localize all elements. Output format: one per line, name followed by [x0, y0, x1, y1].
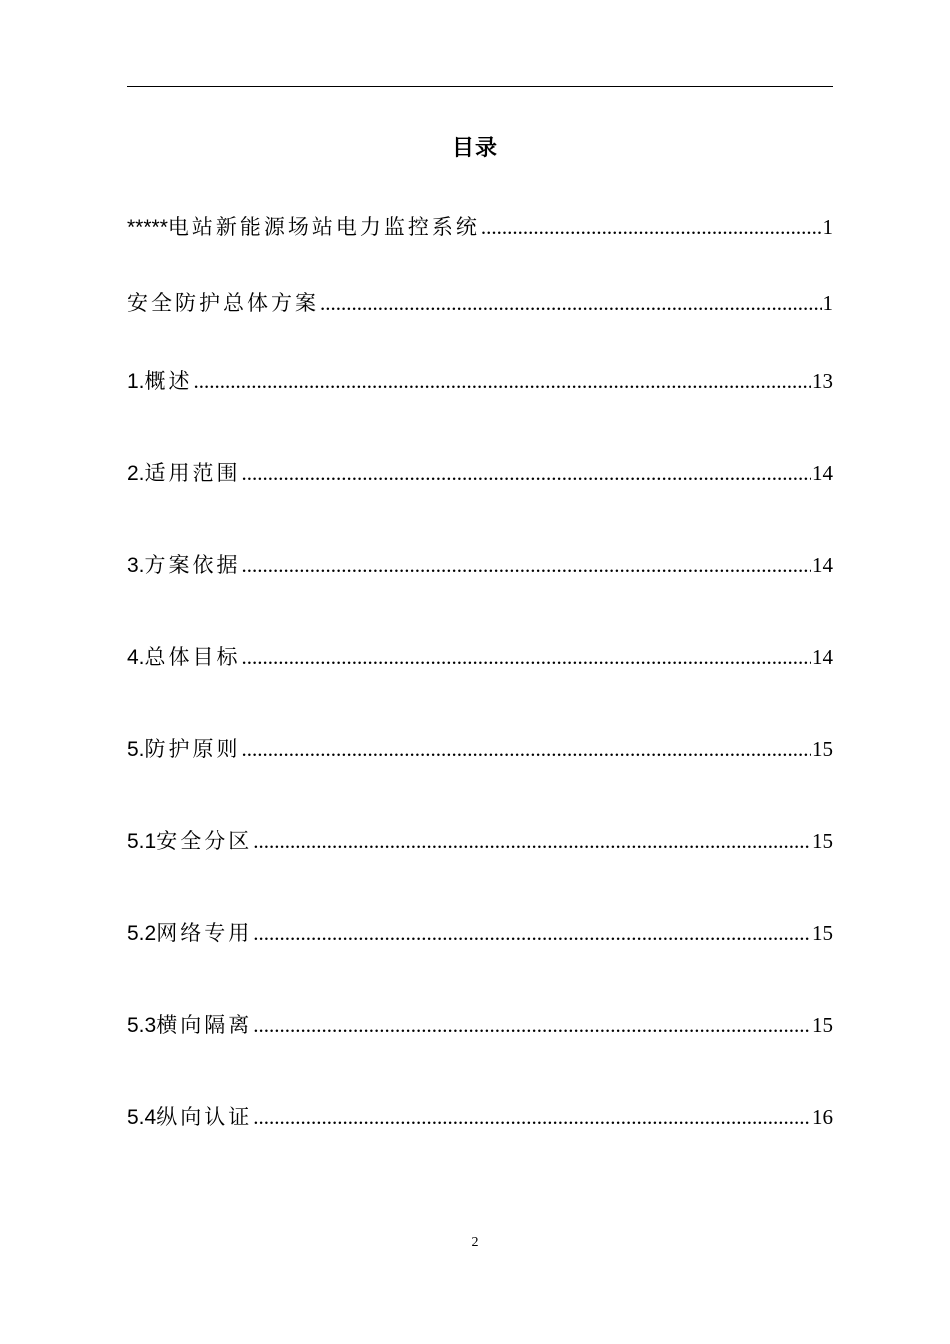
toc-entry-1[interactable]	[127, 211, 833, 243]
toc-entry-number: 2.	[127, 462, 145, 485]
toc-entry-8[interactable]	[127, 825, 833, 857]
toc-entry-title: 横向隔离	[156, 1013, 253, 1037]
toc-dot-leader	[481, 211, 822, 243]
toc-entry-number: *****	[127, 216, 168, 239]
toc-entry-4[interactable]	[127, 457, 833, 489]
toc-dot-leader	[253, 917, 811, 949]
toc-entry-title: 方案依据	[144, 553, 241, 577]
toc-dot-leader	[242, 641, 811, 673]
toc-entry-title: 概述	[144, 369, 193, 393]
toc-entry-6[interactable]	[127, 641, 833, 673]
toc-entry-page: 15	[812, 737, 833, 761]
toc-entry-page: 14	[812, 553, 833, 577]
toc-entry-page: 15	[812, 1013, 833, 1037]
toc-entry-number: 5.1	[127, 830, 157, 853]
toc-entry-title: 总体目标	[144, 645, 241, 669]
toc-entry-page: 14	[812, 645, 833, 669]
toc-entry-page: 1	[822, 291, 833, 315]
toc-dot-leader	[253, 1009, 811, 1041]
toc-entry-title: 防护原则	[144, 737, 241, 761]
toc-dot-leader	[253, 1101, 811, 1133]
toc-entry-5[interactable]	[127, 549, 833, 581]
toc-entry-number: 5.2	[127, 922, 157, 945]
page-number: 2	[471, 1235, 479, 1250]
toc-entry-title: 电站新能源场站电力监控系统	[167, 215, 480, 239]
toc-title: 目录	[451, 136, 498, 161]
toc-entry-page: 15	[812, 829, 833, 853]
toc-entry-number: 5.4	[127, 1106, 157, 1129]
toc-entry-number: 1.	[127, 370, 145, 393]
toc-dot-leader	[242, 733, 811, 765]
toc-dot-leader	[320, 287, 822, 319]
toc-entry-title: 适用范围	[144, 461, 241, 485]
toc-entry-number: 5.	[127, 738, 145, 761]
toc-entry-page: 14	[812, 461, 833, 485]
header-rule	[127, 86, 833, 87]
toc-entry-11[interactable]	[127, 1101, 833, 1133]
toc-entry-9[interactable]	[127, 917, 833, 949]
toc-dot-leader	[242, 457, 811, 489]
toc-entry-7[interactable]	[127, 733, 833, 765]
toc-entry-number: 5.3	[127, 1014, 157, 1037]
toc-entry-page: 13	[812, 369, 833, 393]
toc-entry-title: 安全分区	[156, 829, 253, 853]
toc-entry-number: 4.	[127, 646, 145, 669]
toc-entry-title: 安全防护总体方案	[127, 291, 319, 315]
toc-entry-3[interactable]	[127, 365, 833, 397]
toc-entry-page: 16	[812, 1105, 833, 1129]
toc-entry-title: 网络专用	[156, 921, 253, 945]
toc-entry-number: 3.	[127, 554, 145, 577]
toc-dot-leader	[253, 825, 811, 857]
toc-entry-page: 15	[812, 921, 833, 945]
toc-dot-leader	[194, 365, 811, 397]
toc-dot-leader	[242, 549, 811, 581]
toc-entry-10[interactable]	[127, 1009, 833, 1041]
toc-entry-page: 1	[822, 215, 833, 239]
toc-entry-title: 纵向认证	[156, 1105, 253, 1129]
toc-entry-2[interactable]	[127, 287, 833, 319]
